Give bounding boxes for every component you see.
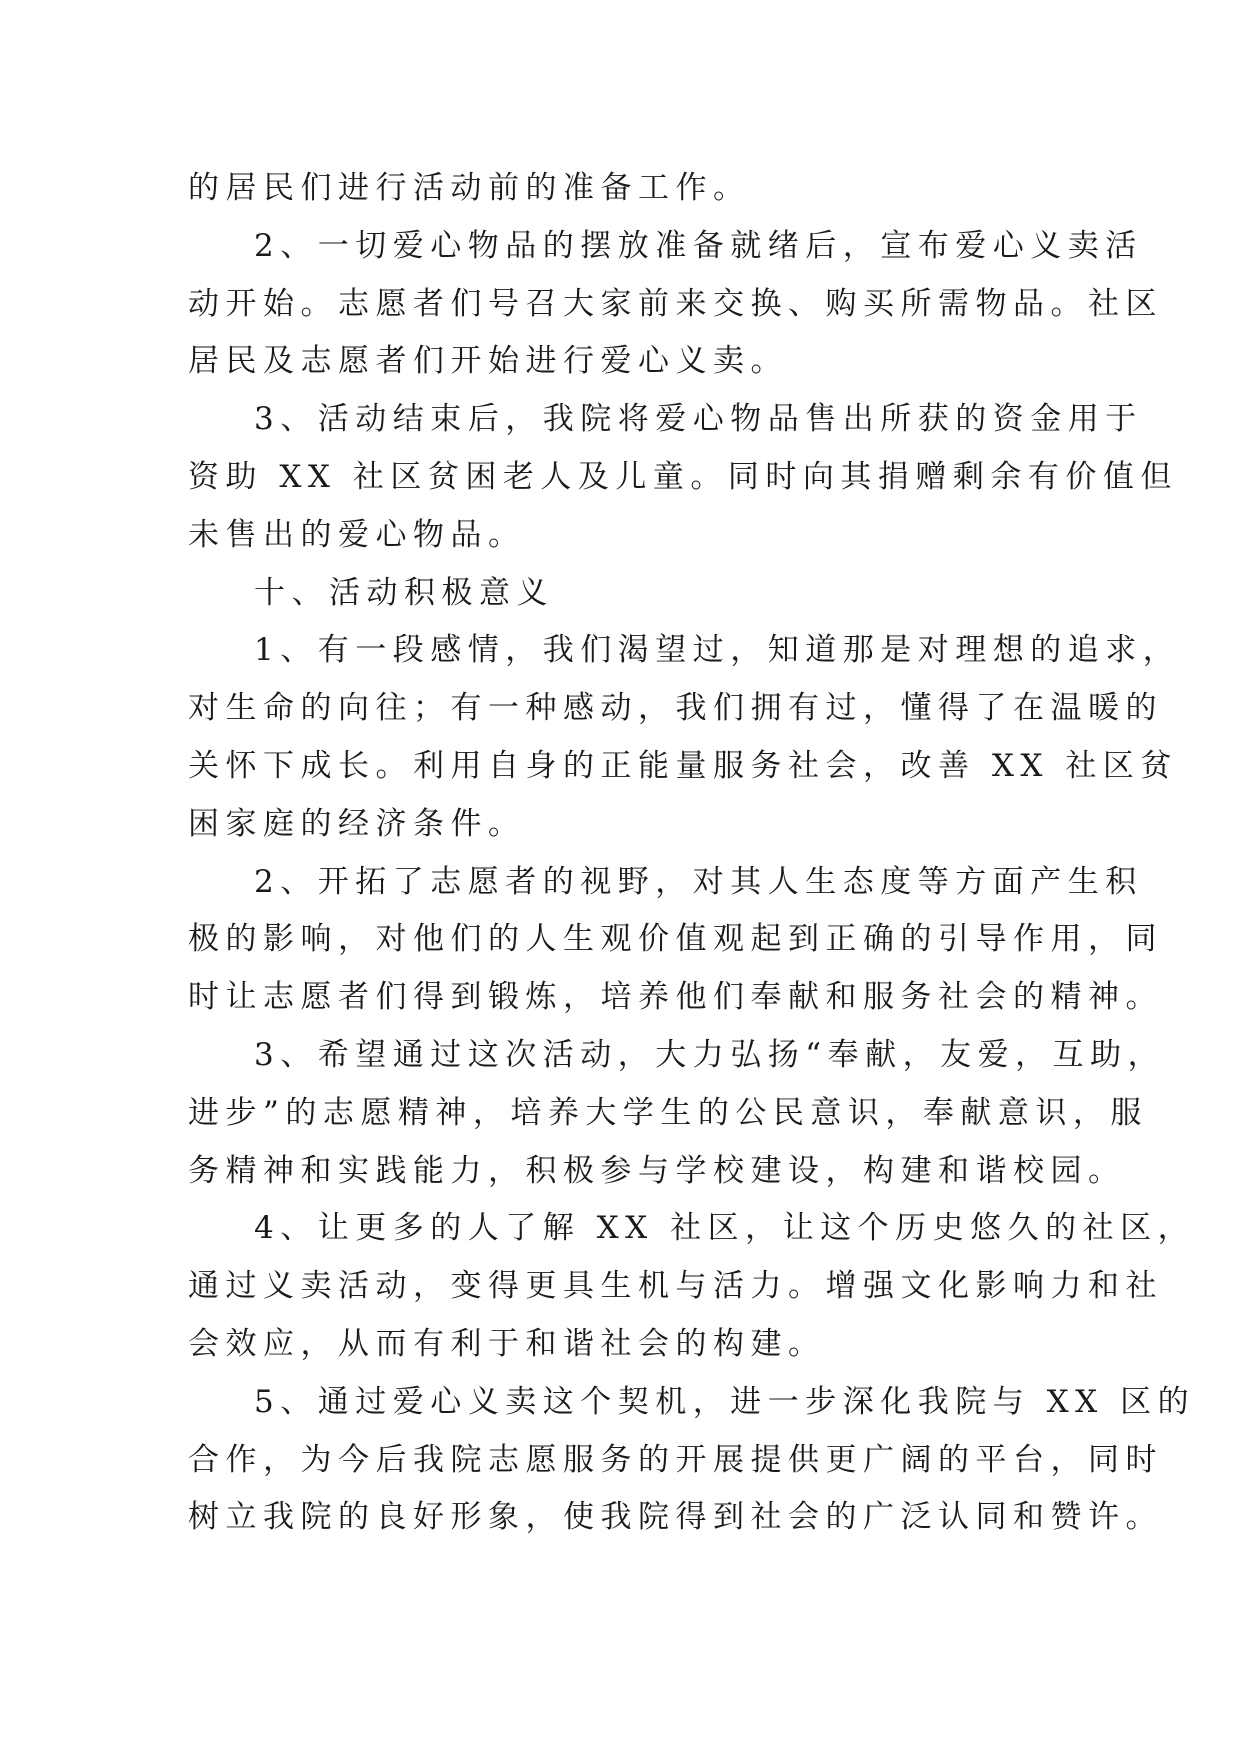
section-heading: 十、活动积极意义	[254, 574, 554, 611]
text-line: 对生命的向往；有一种感动，我们拥有过，懂得了在温暖的	[188, 690, 1163, 727]
text-line: 进步”的志愿精神，培养大学生的公民意识，奉献意识，服	[188, 1094, 1148, 1131]
text-line: 动开始。志愿者们号召大家前来交换、购买所需物品。社区	[188, 285, 1163, 322]
text-line: 合作，为今后我院志愿服务的开展提供更广阔的平台，同时	[188, 1441, 1163, 1478]
text-line: 2、一切爱心物品的摆放准备就绪后，宣布爱心义卖活	[254, 227, 1143, 264]
text-line: 关怀下成长。利用自身的正能量服务社会，改善 XX 社区贫	[188, 747, 1178, 784]
text-line: 居民及志愿者们开始进行爱心义卖。	[188, 343, 788, 380]
text-line: 会效应，从而有利于和谐社会的构建。	[188, 1325, 826, 1362]
text-line: 资助 XX 社区贫困老人及儿童。同时向其捐赠剩余有价值但	[188, 458, 1178, 495]
text-line: 5、通过爱心义卖这个契机，进一步深化我院与 XX 区的	[254, 1383, 1196, 1420]
text-line: 3、希望通过这次活动，大力弘扬“奉献，友爱，互助，	[254, 1036, 1166, 1073]
body-text	[188, 160, 1196, 1547]
text-line: 3、活动结束后，我院将爱心物品售出所获的资金用于	[254, 401, 1143, 438]
text-line: 务精神和实践能力，积极参与学校建设，构建和谐校园。	[188, 1152, 1126, 1189]
text-line: 时让志愿者们得到锻炼，培养他们奉献和服务社会的精神。	[188, 979, 1163, 1016]
text-line: 树立我院的良好形象，使我院得到社会的广泛认同和赞许。	[188, 1499, 1163, 1536]
text-line: 4、让更多的人了解 XX 社区，让这个历史悠久的社区，	[254, 1210, 1196, 1247]
text-line: 未售出的爱心物品。	[188, 516, 526, 553]
text-line: 2、开拓了志愿者的视野，对其人生态度等方面产生积	[254, 863, 1143, 900]
text-line: 的居民们进行活动前的准备工作。	[188, 170, 751, 206]
text-line: 极的影响，对他们的人生观价值观起到正确的引导作用，同	[188, 921, 1163, 958]
text-line: 1、有一段感情，我们渴望过，知道那是对理想的追求，	[254, 632, 1181, 669]
text-line: 困家庭的经济条件。	[188, 805, 526, 842]
text-line: 通过义卖活动，变得更具生机与活力。增强文化影响力和社	[188, 1268, 1163, 1305]
